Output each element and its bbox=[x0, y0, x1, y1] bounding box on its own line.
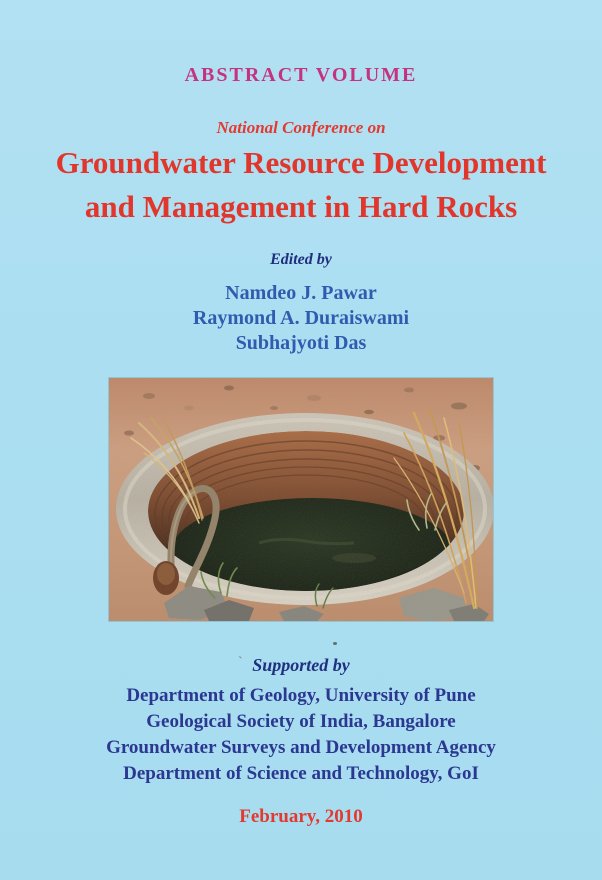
supporter-line: Groundwater Surveys and Development Agency bbox=[106, 737, 496, 758]
well-photo-graphic bbox=[109, 378, 493, 621]
publication-date: February, 2010 bbox=[239, 806, 363, 827]
series-title: ABSTRACT VOLUME bbox=[184, 64, 418, 86]
editors-list bbox=[0, 281, 602, 356]
supporters-list bbox=[0, 683, 602, 787]
book-title bbox=[0, 141, 602, 229]
supporter-line: Geological Society of India, Bangalore bbox=[146, 711, 456, 732]
editor-name: Raymond A. Duraiswami bbox=[192, 307, 410, 329]
book-title-line1: Groundwater Resource Development bbox=[55, 145, 547, 180]
scan-artifact-tick: ` bbox=[238, 655, 243, 670]
edited-by-label: Edited by bbox=[270, 251, 332, 268]
conference-prefix: National Conference on bbox=[216, 118, 386, 137]
supporter-line: Department of Science and Technology, GoI bbox=[123, 763, 479, 784]
well-photo bbox=[109, 378, 493, 621]
editor-name: Namdeo J. Pawar bbox=[225, 282, 377, 304]
supporter-line: Department of Geology, University of Pune bbox=[126, 685, 476, 706]
editor-name: Subhajyoti Das bbox=[235, 332, 367, 354]
supported-by-label: Supported by bbox=[252, 655, 350, 675]
book-title-line2: and Management in Hard Rocks bbox=[84, 189, 518, 224]
scan-artifact-dot bbox=[333, 642, 337, 645]
